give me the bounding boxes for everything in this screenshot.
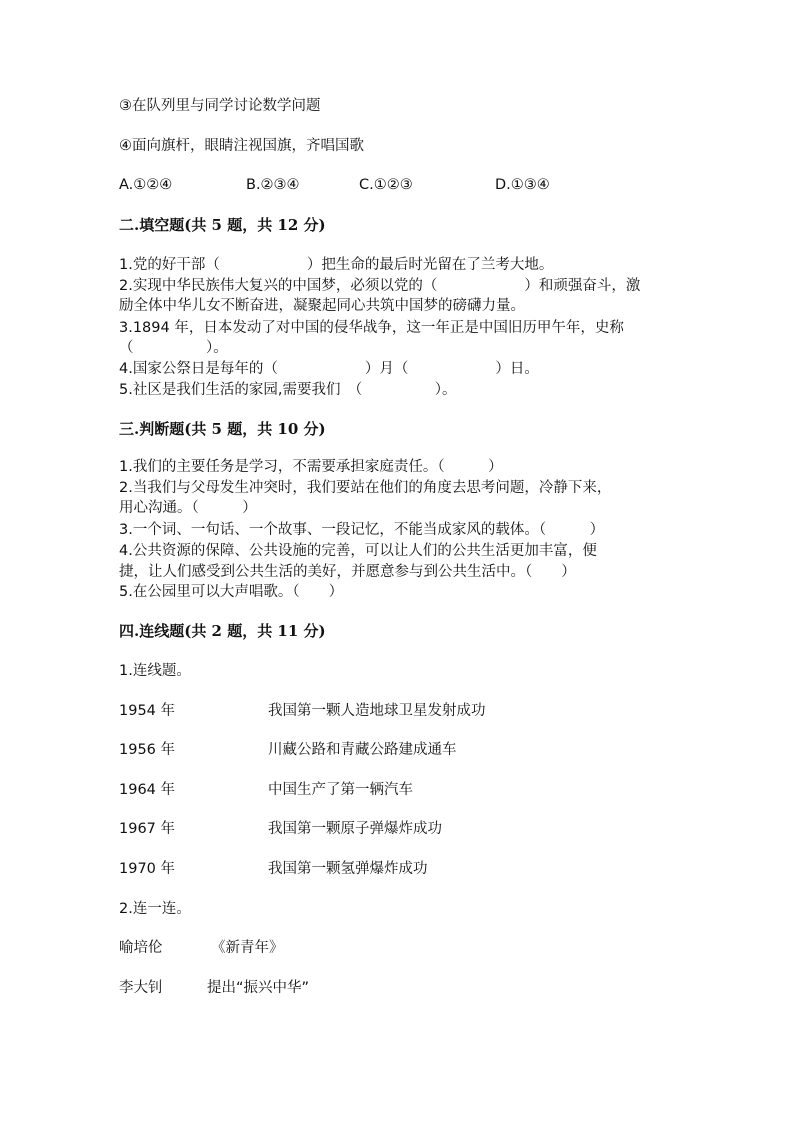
fill-blank-line: 2.实现中华民族伟大复兴的中国梦，必须以党的（ ）和顽强奋斗，激 (119, 278, 641, 294)
matching-event: 我国第一颗人造地球卫星发射成功 (268, 703, 486, 719)
matching-item: 《新青年》 (211, 940, 284, 956)
section-heading-true-false: 三.判断题(共 5 题，共 10 分) (119, 420, 326, 438)
fill-blank-line: 励全体中华儿女不断奋进，凝聚起同心共筑中国梦的磅礴力量。 (119, 298, 525, 314)
section-heading-matching: 四.连线题(共 2 题，共 11 分) (119, 622, 326, 640)
fill-blank-line: 1.党的好干部（ ）把生命的最后时光留在了兰考大地。 (119, 257, 554, 273)
matching-year: 1956 年 (119, 742, 176, 758)
choice-item-4: ④面向旗杆，眼睛注视国旗，齐唱国歌 (119, 138, 364, 154)
matching-person: 李大钊 (119, 980, 163, 996)
matching-question-2-title: 2.连一连。 (119, 901, 191, 917)
matching-item: 提出“振兴中华” (207, 980, 310, 996)
fill-blank-line: 4.国家公祭日是每年的（ ）月（ ）日。 (119, 361, 539, 377)
matching-event: 川藏公路和青藏公路建成通车 (268, 742, 457, 758)
true-false-line: 1.我们的主要任务是学习，不需要承担家庭责任。（ ） (119, 459, 503, 475)
matching-event: 中国生产了第一辆汽车 (268, 782, 413, 798)
matching-year: 1964 年 (119, 782, 176, 798)
fill-blank-line: 5.社区是我们生活的家园,需要我们 （ ）。 (119, 382, 457, 398)
option-c: C.①②③ (359, 177, 413, 193)
true-false-line: 5.在公园里可以大声唱歌。（ ） (119, 584, 344, 600)
true-false-line: 3.一个词、一句话、一个故事、一段记忆，不能当成家风的载体。（ ） (119, 522, 605, 538)
matching-question-1-title: 1.连线题。 (119, 663, 191, 679)
matching-event: 我国第一颗氢弹爆炸成功 (268, 861, 428, 877)
option-b: B.②③④ (246, 177, 300, 193)
true-false-line: 用心沟通。（ ） (119, 500, 257, 516)
true-false-line: 2.当我们与父母发生冲突时，我们要站在他们的角度去思考问题，冷静下来， (119, 480, 612, 496)
section-heading-fill-blank: 二.填空题(共 5 题，共 12 分) (119, 216, 326, 234)
matching-year: 1970 年 (119, 861, 176, 877)
option-a: A.①②④ (119, 177, 173, 193)
true-false-line: 4.公共资源的保障、公共设施的完善，可以让人们的公共生活更加丰富，便 (119, 543, 597, 559)
choice-item-3: ③在队列里与同学讨论数学问题 (119, 98, 321, 114)
matching-year: 1954 年 (119, 703, 176, 719)
matching-event: 我国第一颗原子弹爆炸成功 (268, 821, 442, 837)
matching-year: 1967 年 (119, 821, 176, 837)
matching-person: 喻培伦 (119, 940, 163, 956)
option-d: D.①③④ (495, 177, 550, 193)
true-false-line: 捷，让人们感受到公共生活的美好，并愿意参与到公共生活中。（ ） (119, 564, 576, 580)
fill-blank-line: （ ）。 (119, 340, 228, 356)
fill-blank-line: 3.1894 年，日本发动了对中国的侵华战争，这一年正是中国旧历甲午年，史称 (119, 320, 624, 336)
